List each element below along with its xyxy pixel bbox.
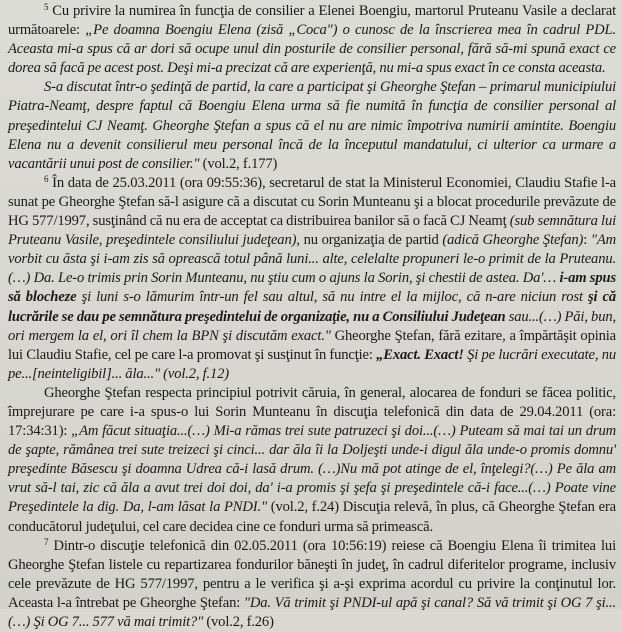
quoted-text: (vol.2, f.12)	[159, 365, 230, 382]
footnote-number: 7	[44, 536, 49, 547]
paragraph	[8, 78, 616, 173]
bold-quote: i-am spus să blocheze	[8, 270, 616, 306]
text-run: Gheorghe Ştefan, fără ezitare, a împărtăşit opinia lui Claudiu Stafie, cel pe care l-a promovat şi susţinut în funcţie:	[8, 327, 616, 363]
text-run: (vol.2, f.26)	[203, 614, 274, 630]
text-run: Dintr-o discuţie telefonică din 02.05.2011 (ora 10:56:19) reiese că Boengiu Elena îi trimitea lui Gheorghe Ştefan listele cu repartizarea fondurilor băneşti în judeţ, în cadrul diferitelor programe, inclusiv cele prevăzute de HG 577/1997, pentru a le verifica şi a-şi exprima acordul cu privire la conţinutul lor. Aceasta l-a întrebat pe Gheorghe Ştefan:	[8, 537, 616, 611]
quoted-text: „Am făcut situaţia...(…) Mi-a rămas trei sute patruzeci şi doi...(…) Puteam să mai tai un drum de şapte, rămânea trei sute treizeci şi cinci... dar ăla îi la Doljeşti unde-i digul ăla unde-o promis domnu' preşedinte Băsescu şi doamna Udrea că-i lasă drum. (…)Nu mă pot atinge de el, înţelegi?(…) Pe ăla am vrut să-l tai, zic că ăla a avut trei doi doi, da' i-a promis şi şefa şi preşedintele că-i face...(…) Poate vine Preşedintele la dig. Da, l-am lăsat la PNDI."	[8, 423, 616, 516]
text-run: Gheorghe Ştefan respecta principiul potrivit căruia, în general, alocarea de fonduri se făcea politic, împrejurare pe care i-a spus-o lui Sorin Munteanu în discuţia telefonică din data de 29.04.2011 (ora: 17:34:31):	[8, 384, 616, 440]
bold-quote: şi că lucrările se dau pe semnătura preşedintelui de organizaţie, nu a Consiliului Judeţean	[8, 289, 616, 325]
quoted-text: „Pe doamna Boengiu Elena (zisă „Coca") o cunosc de la înscrierea mea în cadrul PDL. Aceasta mi-a spus că ar dori să ocupe unul din posturile de consilier personal, fără să-mi spună exact ce dorea să facă pe acest post. Deşi mi-a precizat că are experienţă, nu mi-a spus exact în ce consta aceasta.	[8, 22, 616, 77]
text-run: (vol.2, f.177)	[199, 155, 278, 172]
paragraph	[8, 174, 616, 384]
quoted-text: Şi pe lucrări executate, nu pe...[neinteligibil]... ăla..."	[8, 346, 616, 382]
quoted-text: "Am vorbit cu ăsta şi i-am zis să oprească totul până luni... alte, celelalte propuneri le-o primit de la Pruteanu.(…) Da. Le-o trimis prin Sorin Munteanu, nu ştiu cum o ajuns la Sorin, şi chestii de astea. Da'…	[8, 232, 617, 287]
text-run: :	[583, 232, 591, 249]
text-run: (vol.2, f.24) Discuţia relevă, în plus, că Gheorghe Ştefan era conducătorul judeţului, cel care decidea cine ce fonduri urma să primească.	[8, 499, 616, 535]
quoted-text: "Da. Vă trimit şi PNDI-ul apă şi canal? Să vă trimit şi OG 7 şi...(…) Şi OG 7... 577 vă mai trimit?"	[8, 594, 617, 630]
quoted-text: (sub semnătura lui Pruteanu Vasile, preşedintele consiliului judeţean)	[8, 213, 616, 249]
quoted-text: (adică Gheorghe Ştefan)	[442, 232, 584, 249]
paragraph	[8, 2, 616, 78]
footnote-number: 6	[44, 173, 49, 184]
quoted-text: sau...(…) Păi, bun, ori mergem la el, ori îl chem la BPN şi discutăm exact."	[8, 308, 616, 344]
paragraph	[8, 537, 616, 632]
quoted-text: şi luni s-o lămurim într-un fel sau altul, să nu intre el la mijloc, că n-are niciun rost	[76, 289, 588, 306]
emphasized-quote	[376, 347, 464, 363]
text-run: Cu privire la numirea în funcţia de consilier a Elenei Boengiu, martorul Pruteanu Vasile a declarat următoarele:	[8, 3, 616, 39]
bold-quote: „Exact. Exact!	[376, 346, 464, 363]
text-run: În data de 25.03.2011 (ora 09:55:36), secretarul de stat la Ministerul Economiei, Claudiu Stafie l-a sunat pe Gheorghe Ştefan să-l asigure că a discutat cu Sorin Munteanu şi a blocat procedurile prevăzute de HG 577/1997, susţinând că nu era de acceptat ca distribuirea banilor să o facă CJ Neamţ	[8, 174, 616, 230]
paragraph	[8, 384, 616, 537]
quoted-text: S-a discutat într-o şedinţă de partid, la care a participat şi Gheorghe Ştefan – primarul municipiului Piatra-Neamţ, despre faptul că Boengiu Elena urma să fie numită în funcţia de consilier personal al preşedintelui CJ Neamţ. Gheorghe Ştefan a spus că el nu are nimic împotriva numirii amintite. Boengiu Elena nu a devenit consilierul meu personal încă de la începutul mandatului, ci ulterior ca urmare a vacantării unui post de consilier."	[8, 79, 616, 172]
footnote-number: 5	[44, 2, 49, 12]
text-run: , nu organizaţia de partid	[296, 232, 443, 249]
